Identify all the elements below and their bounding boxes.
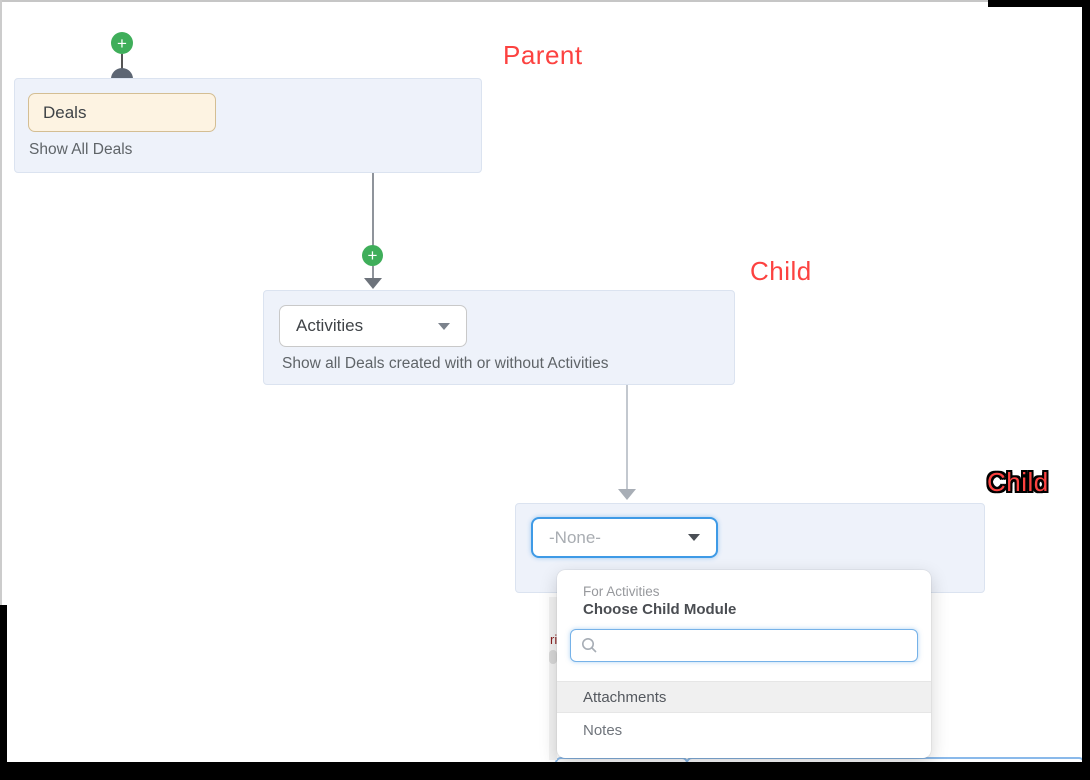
module-search-box[interactable] (570, 629, 918, 662)
plus-icon: + (367, 246, 378, 265)
frame-border (0, 762, 1090, 780)
frame-border (1082, 0, 1090, 780)
child-annotation-label-top: Child (750, 256, 812, 286)
scrollbar-track[interactable] (549, 597, 557, 760)
child-node-description: Show all Deals created with or without Activities (282, 355, 609, 372)
add-node-button-top[interactable] (111, 32, 133, 54)
frame-border (0, 0, 2, 607)
frame-border (0, 605, 7, 780)
chevron-down-icon (688, 534, 700, 541)
plus-icon: + (117, 33, 127, 53)
child-node-card (263, 290, 735, 385)
grandchild-module-placeholder: -None- (549, 527, 601, 547)
parent-node-description: Show All Deals (29, 141, 133, 158)
obscured-text-fragment: ri (550, 632, 558, 647)
parent-module-field[interactable] (28, 93, 216, 132)
connector-line (372, 173, 374, 246)
child-module-selected-value: Activities (296, 316, 364, 335)
search-icon (581, 637, 598, 654)
arrow-down-icon (618, 489, 636, 500)
popup-context-label: For Activities (583, 584, 660, 599)
add-node-button-middle[interactable] (362, 245, 383, 266)
frame-border (988, 0, 1090, 7)
chevron-down-icon (438, 323, 450, 330)
arrow-down-icon (364, 278, 382, 289)
choose-child-module-popup (557, 570, 931, 758)
frame-border (0, 0, 990, 2)
connector-line (121, 54, 123, 69)
parent-node-card (14, 78, 482, 173)
parent-annotation-label: Parent (503, 40, 583, 70)
module-search-input[interactable] (606, 637, 917, 654)
option-label: Attachments (583, 688, 667, 706)
module-option-notes[interactable] (557, 713, 931, 747)
connector-line (626, 385, 628, 489)
option-label: Notes (583, 721, 623, 739)
module-option-list (557, 681, 931, 747)
scrollbar-thumb[interactable] (549, 650, 557, 664)
child-annotation-label-bottom: Child (987, 467, 1049, 497)
popup-title: Choose Child Module (583, 601, 737, 618)
module-option-attachments[interactable] (557, 681, 931, 713)
grandchild-module-dropdown[interactable] (531, 517, 718, 558)
child-module-dropdown[interactable] (279, 305, 467, 347)
parent-module-label: Deals (43, 102, 87, 122)
